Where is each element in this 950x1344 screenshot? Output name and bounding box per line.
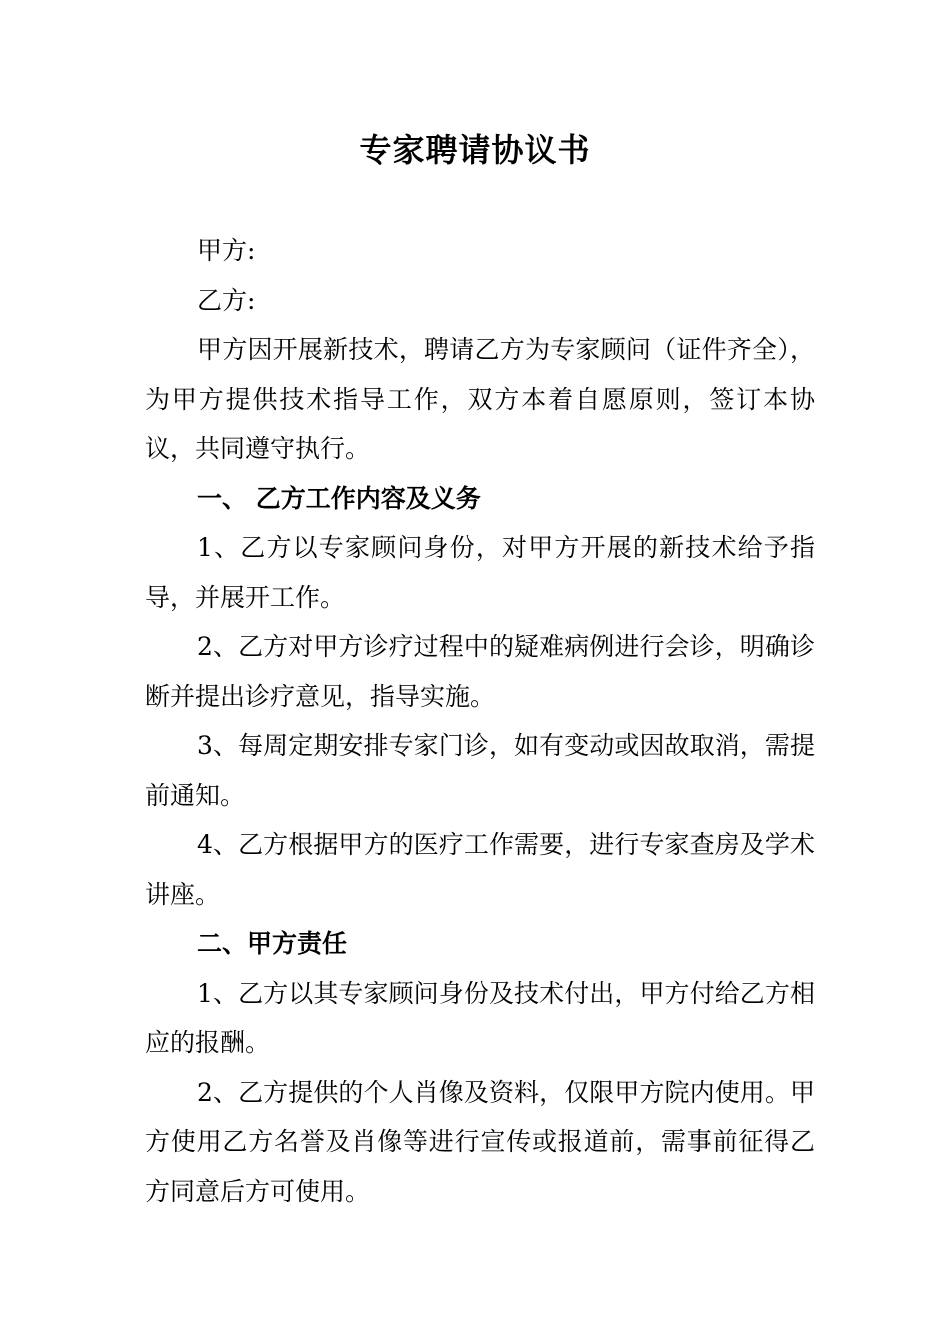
section-2-heading: 二、甲方责任	[197, 929, 348, 958]
section-1-item-3: 3、每周定期安排专家门诊，如有变动或因故取消，需提前通知。	[145, 731, 815, 810]
party-a-line: 甲方:	[197, 236, 256, 265]
section-1-item-2: 2、乙方对甲方诊疗过程中的疑难病例进行会诊，明确诊断并提出诊疗意见，指导实施。	[145, 632, 815, 711]
intro-paragraph: 甲方因开展新技术，聘请乙方为专家顾问（证件齐全），为甲方提供技术指导工作，双方本着自愿原则，签订本协议，共同遵守执行。	[145, 335, 815, 463]
section-1-heading: 一、 乙方工作内容及义务	[197, 483, 481, 513]
section-2-item-1: 1、乙方以其专家顾问身份及技术付出，甲方付给乙方相应的报酬。	[145, 978, 815, 1057]
section-1-item-4: 4、乙方根据甲方的医疗工作需要，进行专家查房及学术讲座。	[145, 830, 815, 909]
document-title: 专家聘请协议书	[359, 131, 591, 169]
section-1-item-1: 1、乙方以专家顾问身份，对甲方开展的新技术给予指导，并展开工作。	[145, 533, 815, 612]
party-b-line: 乙方:	[197, 285, 256, 315]
section-2-item-2: 2、乙方提供的个人肖像及资料，仅限甲方院内使用。甲方使用乙方名誉及肖像等进行宣传或报道前，需事前征得乙方同意后方可使用。	[145, 1077, 815, 1206]
document-body	[145, 226, 815, 1216]
